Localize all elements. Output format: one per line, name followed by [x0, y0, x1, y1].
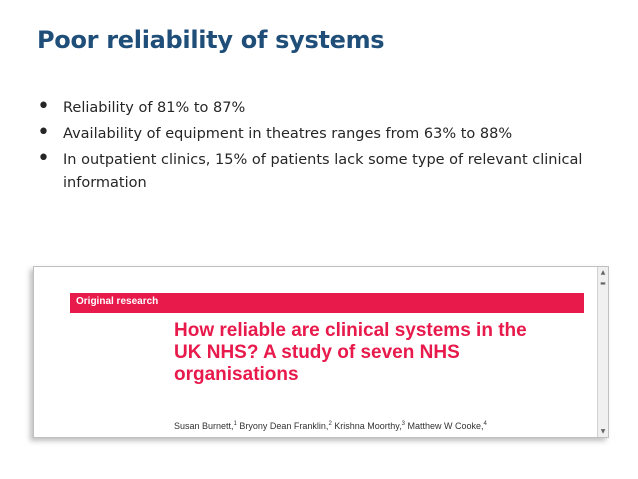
slide-title: Poor reliability of systems: [37, 26, 385, 54]
scroll-down-icon[interactable]: ▼: [600, 428, 606, 435]
author-ref: 3: [401, 421, 405, 427]
bullet-dot-icon: •: [37, 146, 50, 171]
bullet-dot-icon: •: [37, 120, 50, 145]
bullet-item: [37, 94, 617, 120]
section-label: Original research: [76, 296, 159, 307]
author-name: Susan Burnett,: [174, 421, 234, 431]
scroll-up-icon[interactable]: ▲: [600, 269, 606, 276]
article-title: How reliable are clinical systems in the UK NHS? A study of seven NHS organisations: [174, 320, 527, 385]
bullet-list: [37, 94, 617, 198]
author-name: Bryony Dean Franklin,: [236, 421, 329, 431]
author-ref: 4: [483, 421, 487, 427]
author-name: Krishna Moorthy,: [331, 421, 402, 431]
bullet-dot-icon: •: [37, 94, 50, 119]
bullet-text: In outpatient clinics, 15% of patients lack some type of relevant clinical information: [63, 152, 583, 191]
scroll-thumb-icon[interactable]: ▬: [600, 280, 606, 287]
section-banner: [70, 293, 584, 313]
bullet-text: Reliability of 81% to 87%: [63, 100, 246, 116]
bullet-text: Availability of equipment in theatres ranges from 63% to 88%: [63, 126, 513, 142]
bullet-item: [37, 120, 617, 146]
author-name: Matthew W Cooke,: [405, 421, 484, 431]
author-ref: 2: [328, 421, 332, 427]
article-screenshot: [33, 266, 609, 438]
vertical-scrollbar[interactable]: [597, 267, 608, 437]
author-ref: 1: [233, 421, 237, 427]
author-list: [174, 421, 594, 431]
bullet-item: [37, 146, 617, 195]
